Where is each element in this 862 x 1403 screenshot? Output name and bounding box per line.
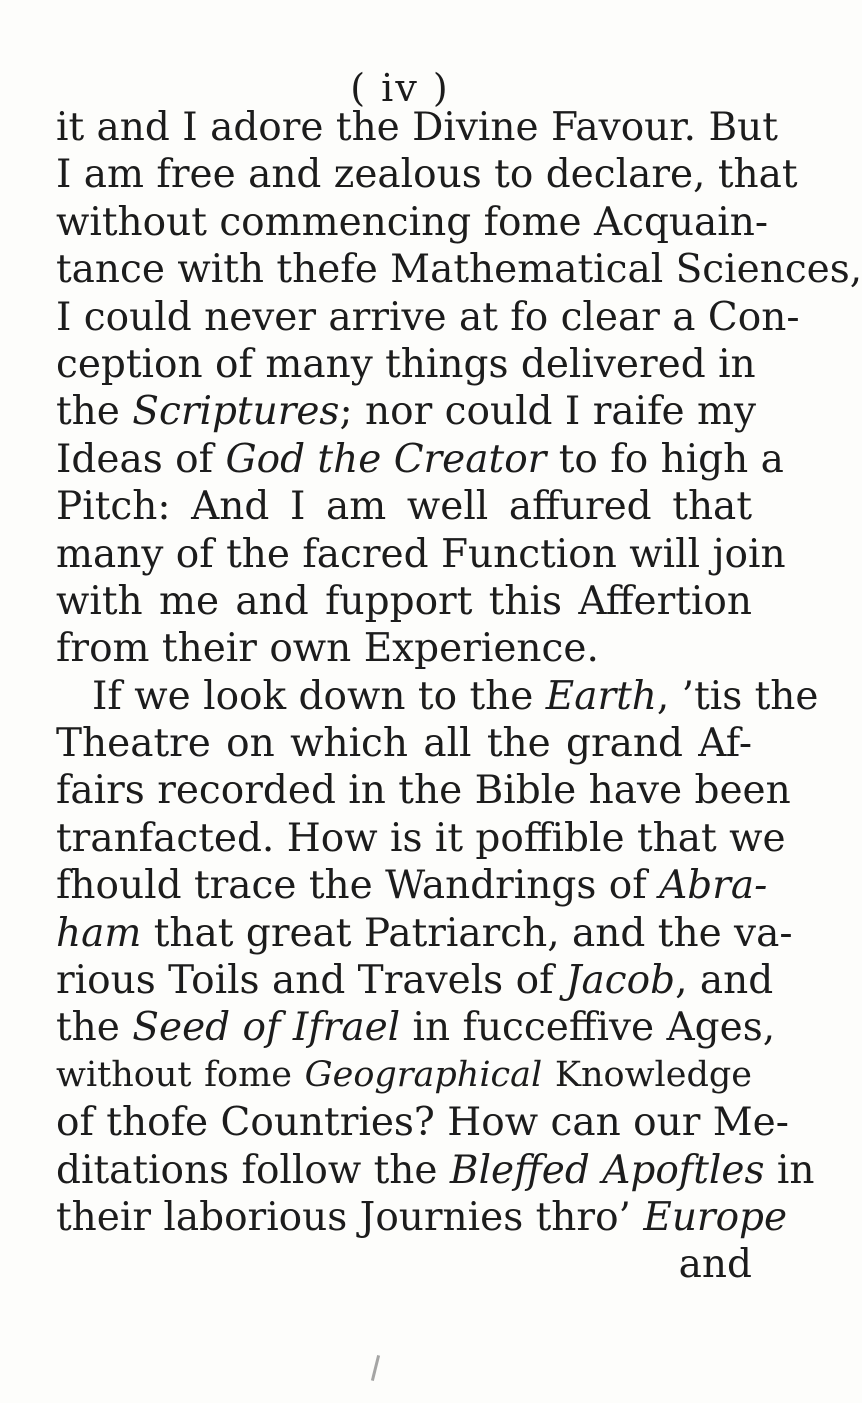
italic-term: Earth — [545, 673, 657, 719]
text-line: many of the facred Function will join — [56, 531, 786, 577]
italic-term: Europe — [643, 1194, 788, 1240]
text-line: their laborious Journies thro’ Europe — [56, 1194, 788, 1240]
text-line: I am free and zealous to declare, that — [56, 152, 798, 198]
text-line: ditations follow the Bleffed Apoftles in — [56, 1147, 815, 1193]
text-line: Ideas of God the Creator to fo high a — [56, 436, 784, 482]
text-line: without commencing fome Acquain- — [56, 199, 769, 245]
text-line: I could never arrive at fo clear a Con- — [56, 294, 800, 340]
text-line: with me and fupport this Affertion — [56, 578, 752, 624]
text-line: the Scriptures; nor could I raife my — [56, 389, 756, 435]
italic-term: Geographical — [304, 1054, 543, 1095]
text-line: without fome Geographical Knowledge — [56, 1054, 752, 1095]
page-number: ( iv ) — [350, 66, 450, 110]
italic-term: Bleffed Apoftles — [449, 1147, 765, 1193]
paragraph-start-line: If we look down to the Earth, ’tis the — [92, 673, 819, 719]
italic-term: Scriptures — [132, 389, 340, 435]
italic-term: Jacob — [565, 958, 676, 1004]
text-line: ham that great Patriarch, and the va- — [56, 910, 793, 956]
text-line: ception of many things delivered in — [56, 341, 756, 387]
text-line: of thofe Countries? How can our Me- — [56, 1100, 789, 1146]
italic-term: Abra- — [659, 863, 768, 909]
text-line: Pitch: And I am well affured that — [56, 484, 752, 530]
text-line: Theatre on which all the grand Af- — [56, 721, 752, 767]
text-line: fhould trace the Wandrings of Abra- — [56, 863, 768, 909]
text-line: tance with thefe Mathematical Sciences, — [56, 247, 862, 293]
italic-term: God the Creator — [225, 436, 547, 482]
body-text — [56, 104, 862, 1289]
text-line: from their own Experience. — [56, 626, 599, 672]
text-line: tranfacted. How is it poffible that we — [56, 815, 786, 861]
text-line: fairs recorded in the Bible have been — [56, 768, 791, 814]
italic-term: ham — [56, 910, 142, 956]
text-line: rious Toils and Travels of Jacob, and — [56, 958, 774, 1004]
catchword: and — [678, 1242, 752, 1288]
text-line: the Seed of Ifrael in fucceffive Ages, — [56, 1005, 776, 1051]
ink-mark — [371, 1355, 380, 1381]
italic-term: Seed of Ifrael — [132, 1005, 401, 1051]
text-line: it and I adore the Divine Favour. But — [56, 105, 778, 150]
